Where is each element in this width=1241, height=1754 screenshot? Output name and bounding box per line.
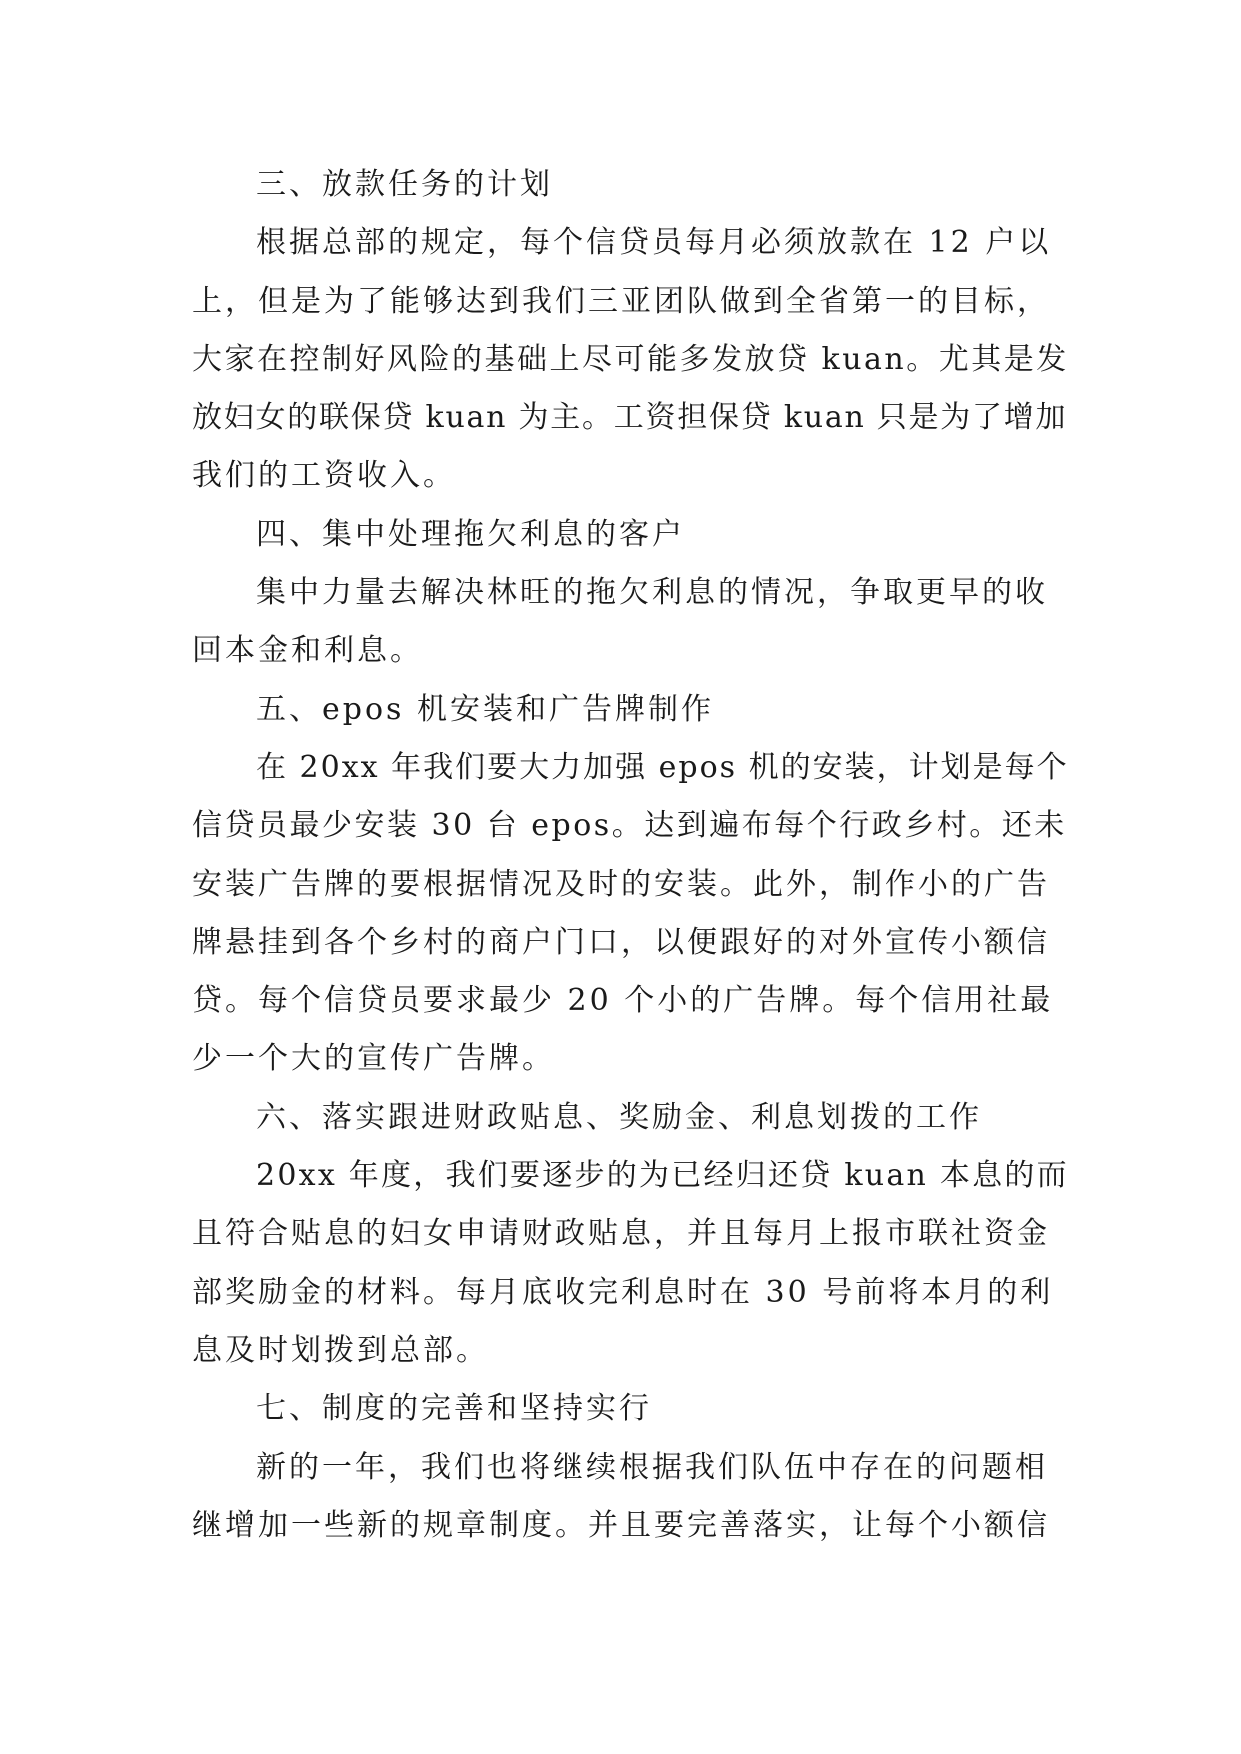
paragraph-line: 放妇女的联保贷 kuan 为主。工资担保贷 kuan 只是为了增加 xyxy=(192,400,1068,436)
paragraph-line: 信贷员最少安装 30 台 epos。达到遍布每个行政乡村。还未 xyxy=(192,808,1067,844)
paragraph-line: 安装广告牌的要根据情况及时的安装。此外，制作小的广告 xyxy=(192,866,1050,902)
paragraph-line: 在 20xx 年我们要大力加强 epos 机的安装，计划是每个 xyxy=(256,749,1069,785)
paragraph-line: 回本金和利息。 xyxy=(192,633,423,669)
paragraph-line: 且符合贴息的妇女申请财政贴息，并且每月上报市联社资金 xyxy=(192,1216,1050,1252)
paragraph-line: 继增加一些新的规章制度。并且要完善落实，让每个小额信 xyxy=(192,1507,1050,1543)
document-body xyxy=(192,156,1072,1555)
section-heading: 三、放款任务的计划 xyxy=(256,167,553,202)
section-heading: 七、制度的完善和坚持实行 xyxy=(256,1391,652,1427)
paragraph-line: 牌悬挂到各个乡村的商户门口，以便跟好的对外宣传小额信 xyxy=(192,924,1050,960)
paragraph-line: 部奖励金的材料。每月底收完利息时在 30 号前将本月的利 xyxy=(192,1274,1054,1310)
paragraph-line: 根据总部的规定，每个信贷员每月必须放款在 12 户以 xyxy=(256,225,1052,261)
paragraph-line: 新的一年，我们也将继续根据我们队伍中存在的问题相 xyxy=(256,1449,1048,1485)
paragraph-line: 贷。每个信贷员要求最少 20 个小的广告牌。每个信用社最 xyxy=(192,983,1054,1019)
paragraph-line: 20xx 年度，我们要逐步的为已经归还贷 kuan 本息的而 xyxy=(256,1158,1069,1194)
paragraph-line: 上，但是为了能够达到我们三亚团队做到全省第一的目标， xyxy=(192,283,1050,319)
paragraph-line: 息及时划拨到总部。 xyxy=(192,1332,489,1368)
section-heading: 五、epos 机安装和广告牌制作 xyxy=(256,691,714,727)
paragraph-line: 大家在控制好风险的基础上尽可能多发放贷 kuan。尤其是发 xyxy=(192,341,1069,377)
paragraph-line: 我们的工资收入。 xyxy=(192,458,456,494)
section-heading: 四、集中处理拖欠利息的客户 xyxy=(256,516,685,552)
section-heading: 六、落实跟进财政贴息、奖励金、利息划拨的工作 xyxy=(256,1099,982,1135)
paragraph-line: 集中力量去解决林旺的拖欠利息的情况，争取更早的收 xyxy=(256,575,1048,611)
paragraph-line: 少一个大的宣传广告牌。 xyxy=(192,1041,555,1077)
